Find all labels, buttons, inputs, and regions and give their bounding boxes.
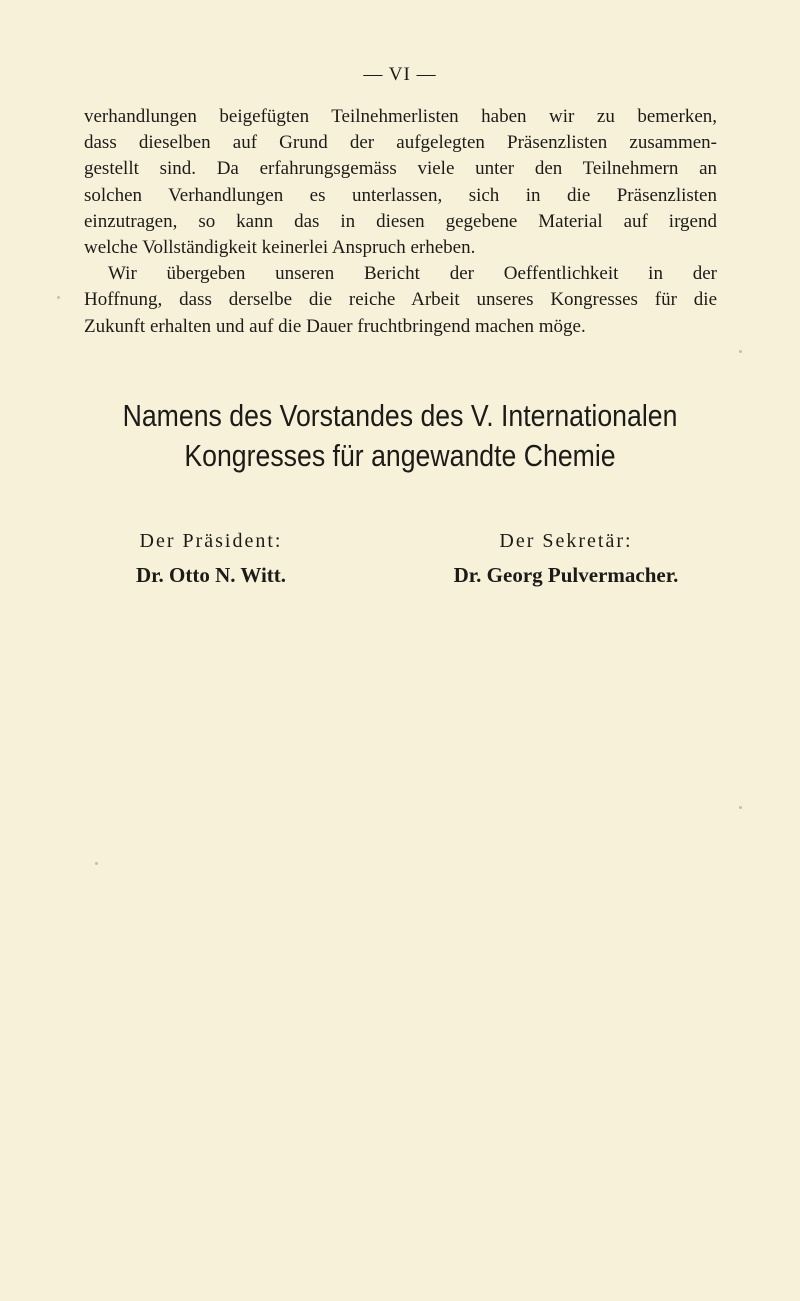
text-line: welche Vollständigkeit keinerlei Anspruch erheben. xyxy=(84,237,476,259)
page-number: — VI — xyxy=(363,64,437,85)
text-line: Wir übergeben unseren Bericht der Oeffentlichkeit in der xyxy=(108,263,717,285)
text-line: solchen Verhandlungen es unterlassen, sich in die Präsenzlisten xyxy=(84,184,717,206)
text-line: einzutragen, so kann das in diesen gegebene Material auf irgend xyxy=(84,210,717,232)
text-line: Zukunft erhalten und auf die Dauer fruchtbringend machen möge. xyxy=(84,315,586,337)
secretary-title: Der Sekretär: xyxy=(499,530,633,552)
president-signature xyxy=(96,528,326,589)
signoff-line: Kongresses für angewandte Chemie xyxy=(184,438,616,473)
secretary-signature xyxy=(436,528,696,589)
secretary-name: Dr. Georg Pulvermacher. xyxy=(453,563,679,587)
president-title: Der Präsident: xyxy=(139,530,283,552)
paper-speck xyxy=(739,806,742,809)
paper-speck xyxy=(739,350,742,353)
president-name: Dr. Otto N. Witt. xyxy=(135,563,287,587)
paper-speck xyxy=(95,862,98,865)
text-line: gestellt sind. Da erfahrungsgemäss viele unter den Teilnehmern an xyxy=(84,158,717,180)
text-line: Hoffnung, dass derselbe die reiche Arbeit unseres Kongresses für die xyxy=(84,289,717,311)
signoff-heading xyxy=(56,396,744,476)
paper-speck xyxy=(57,296,60,299)
body-text xyxy=(84,104,717,340)
signature-block xyxy=(0,528,800,588)
text-line: verhandlungen beigefügten Teilnehmerlisten haben wir zu bemerken, xyxy=(84,106,717,127)
signoff-line: Namens des Vorstandes des V. Internationalen xyxy=(122,398,678,433)
text-line: dass dieselben auf Grund der aufgelegten Präsenzlisten zusammen- xyxy=(84,132,717,154)
